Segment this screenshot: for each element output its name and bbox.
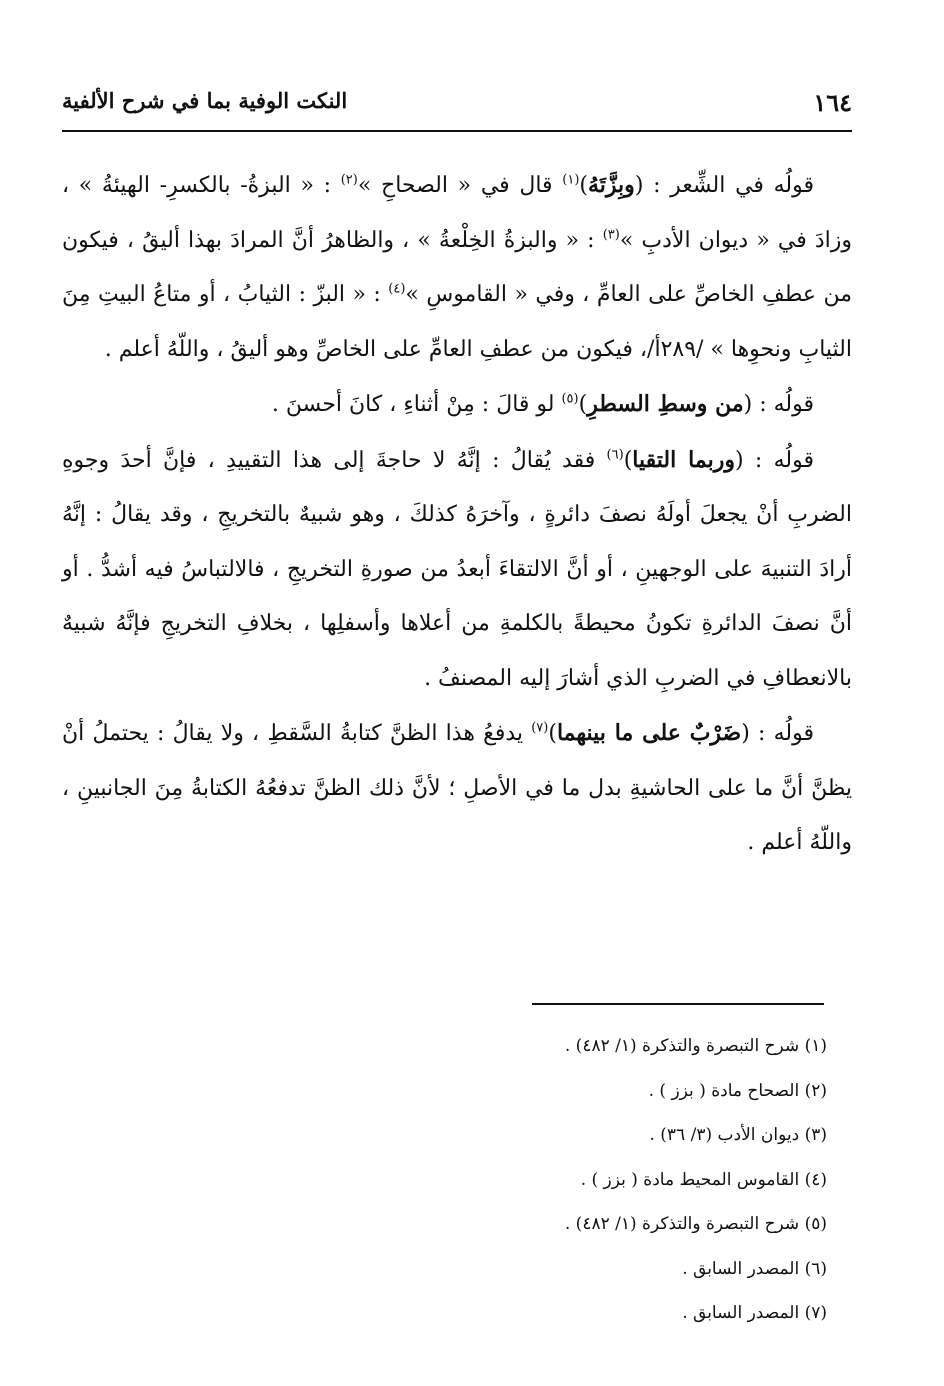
- p1-quoted-term: وبِزَّتَهُ: [588, 172, 635, 198]
- footnote-ref-5: (٥): [561, 391, 579, 407]
- footnote-7: (٧) المصدر السابق .: [682, 1303, 827, 1323]
- footnote-ref-1: (١): [562, 172, 580, 188]
- p1-text-3: : « والبزةُ الخِلْعةُ » ، والظاهرُ أنَّ المرادَ بهذا أليقُ ، فيكون من عطفِ الخاصِّ على العامِّ ، وفي « القاموسِ »: [62, 227, 852, 307]
- footnote-6: (٦) المصدر السابق .: [682, 1258, 827, 1279]
- p2-quoted-term: من وسطِ السطرِ: [587, 391, 744, 417]
- p4-quoted-term: ضَرْبٌ على ما بينهما: [556, 720, 742, 746]
- p2-close: ): [578, 392, 588, 417]
- p3-lead: قولُه : (: [734, 447, 814, 473]
- footnotes: [62, 1024, 827, 1336]
- paragraph-3: [62, 433, 852, 707]
- p3-close: ): [623, 447, 633, 473]
- footnote-3: (٣) ديوان الأدب (٣/ ٣٦) .: [649, 1125, 827, 1145]
- paragraph-4: [62, 706, 852, 871]
- header-rule: [62, 130, 852, 132]
- page-number: ١٦٤: [813, 88, 852, 117]
- footnote-1: (١) شرح التبصرة والتذكرة (١/ ٤٨٢) .: [564, 1036, 827, 1056]
- paragraph-1: [62, 158, 852, 377]
- p3-quoted-term: وربما التقيا: [632, 446, 735, 473]
- footnote-5: (٥) شرح التبصرة والتذكرة (١/ ٤٨٢) .: [564, 1214, 827, 1234]
- footnote-ref-7: (٧): [531, 720, 549, 736]
- p4-close: ): [548, 721, 557, 746]
- p1-text-2: : « البزةُ- بالكسرِ- الهيئةُ » ، وزادَ في « ديوان الأدبِ »: [62, 173, 853, 253]
- p1-close: ): [579, 173, 588, 198]
- paragraph-2: [62, 377, 852, 433]
- footnote-separator: [532, 1003, 824, 1005]
- footnote-2: (٢) الصحاح مادة ( بزز ) .: [648, 1080, 827, 1101]
- running-title: النكت الوفية بما في شرح الألفية: [62, 88, 348, 113]
- footnote-4: (٤) القاموس المحيط مادة ( بزز ) .: [580, 1169, 827, 1190]
- p4-text: يدفعُ هذا الظنَّ كتابةُ السَّقطِ ، ولا يقالُ : يحتملُ أنْ يظنَّ أنَّ ما على الحاشيةِ بدل ما في الأصلِ ؛ لأنَّ ذلك الظنَّ تدفعُهُ الكتابةُ مِنَ الجانبينِ ، واللّهُ أعلم .: [62, 721, 852, 855]
- footnote-ref-4: (٤): [388, 281, 406, 297]
- p2-text: لو قالَ : مِنْ أثناءِ ، كانَ أحسنَ .: [271, 392, 562, 417]
- main-text: [62, 158, 852, 871]
- page-header: [62, 84, 852, 124]
- p1-text-4: : « البزّ : الثيابُ ، أو متاعُ البيتِ مِنَ الثيابِ ونحوِها » /٢٨٩أ/، فيكون من عطفِ العامِّ على الخاصِّ وهو أليقُ ، واللّهُ أعلم .: [62, 282, 852, 362]
- footnote-ref-6: (٦): [606, 447, 624, 463]
- p4-lead: قولُه : (: [741, 721, 814, 746]
- p2-lead: قولُه : (: [743, 392, 814, 417]
- footnote-ref-2: (٢): [340, 172, 358, 188]
- p1-text-1: قال في « الصحاحِ »: [357, 173, 563, 198]
- p1-lead: قولُه في الشِّعر : (: [634, 173, 814, 198]
- p3-text: فقد يُقالُ : إنَّهُ لا حاجةَ إلى هذا التقييدِ ، فإنَّ أحدَ وجوهِ الضربِ أنْ يجعلَ أولَهُ نصفَ دائرةٍ ، وآخرَهُ كذلكَ ، وهو شبيهٌ بالتخريجِ ، وقد يقالُ : إنَّهُ أرادَ التنبيهَ على الوجهينِ ، أو أنَّ الالتقاءَ أبعدُ من صورةِ التخريجِ ، فالالتباسُ فيه أشدُّ . أو أنَّ نصفَ الدائرةِ تكونُ محيطةً بالكلمةِ من أعلاها وأسفلِها ، بخلافِ التخريجِ فإنَّهُ شبيهٌ بالانعطافِ في الضربِ الذي أشارَ إليه المصنفُ .: [62, 447, 852, 691]
- footnote-ref-3: (٣): [602, 227, 620, 243]
